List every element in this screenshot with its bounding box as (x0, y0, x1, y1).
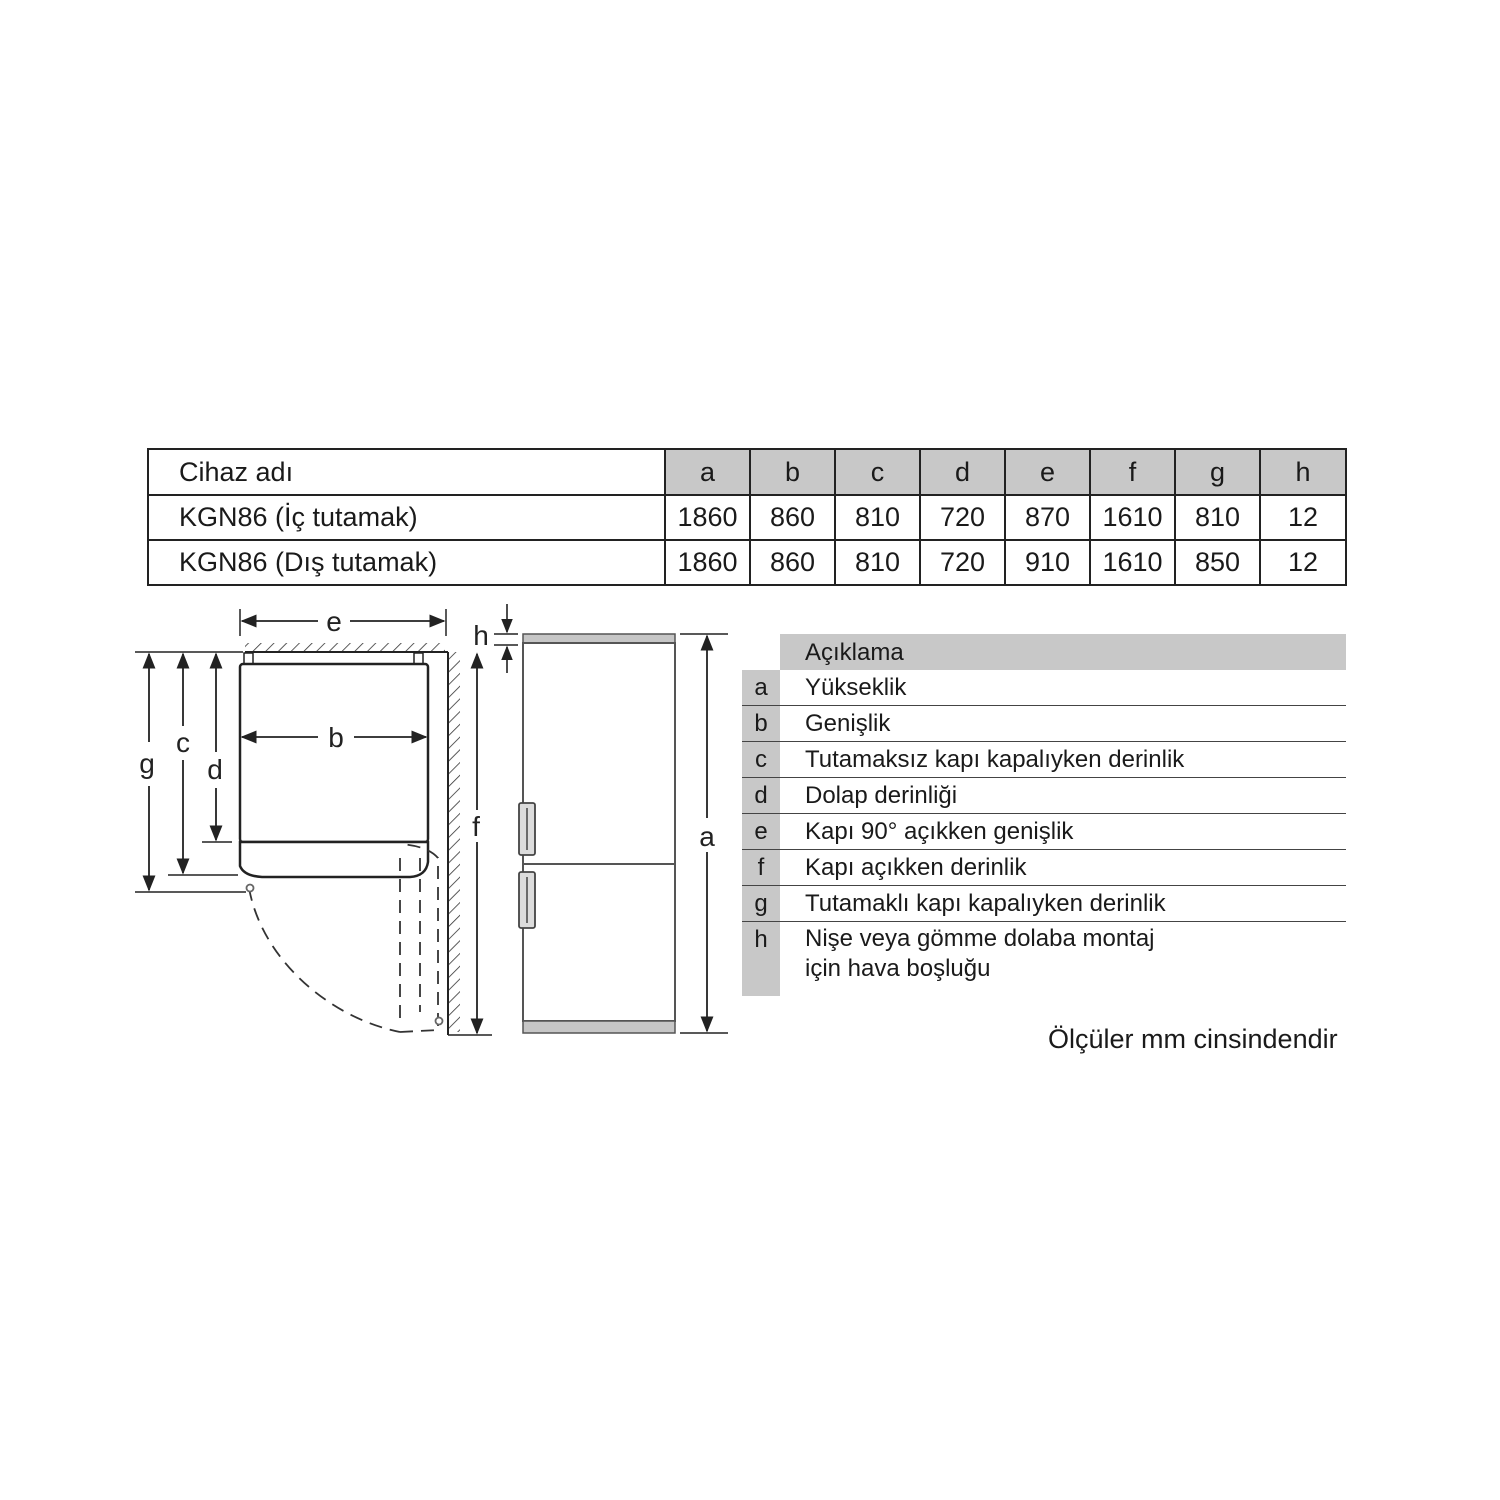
cell-a: 1860 (665, 495, 750, 540)
legend-key: h (742, 922, 780, 996)
cell-e: 910 (1005, 540, 1090, 585)
handle-lower (519, 872, 535, 928)
legend-key: a (742, 670, 780, 705)
cell-c: 810 (835, 495, 920, 540)
hinge-point-left (247, 885, 254, 892)
header-col-c: c (835, 449, 920, 495)
spacer-left (244, 653, 253, 664)
legend-key: e (742, 814, 780, 849)
cell-g: 810 (1175, 495, 1260, 540)
side-wall-hatch (448, 652, 460, 1032)
units-note: Ölçüler mm cinsindendir (1048, 1024, 1338, 1054)
legend-desc: Tutamaksız kapı kapalıyken derinlik (805, 746, 1185, 773)
legend-item-b (742, 706, 1346, 742)
cell-f: 1610 (1090, 540, 1175, 585)
legend-key: c (742, 742, 780, 777)
legend-item-e (742, 814, 1346, 850)
legend-key: g (742, 886, 780, 921)
header-col-a: a (665, 449, 750, 495)
dim-label-f: f (472, 811, 480, 842)
legend-desc: Genişlik (805, 710, 891, 737)
legend-key: f (742, 850, 780, 885)
dim-label-c: c (176, 727, 190, 758)
dim-label-g: g (139, 748, 155, 779)
door-swing-arc (249, 888, 400, 1032)
hinge-point-right (436, 1018, 443, 1025)
legend-item-h (742, 922, 1346, 996)
dim-label-b: b (328, 722, 344, 753)
cell-b: 860 (750, 540, 835, 585)
cell-h: 12 (1260, 495, 1346, 540)
cell-f: 1610 (1090, 495, 1175, 540)
row-device-name: KGN86 (İç tutamak) (148, 495, 665, 540)
header-device-name: Cihaz adı (148, 449, 665, 495)
legend-item-a (742, 670, 1346, 706)
spacer-right (414, 653, 423, 664)
dim-label-a: a (699, 821, 715, 852)
legend (742, 634, 1346, 996)
legend-header (742, 634, 1346, 670)
legend-key: b (742, 706, 780, 741)
fridge-body (523, 643, 675, 1021)
dim-label-e: e (326, 606, 342, 637)
cell-b: 860 (750, 495, 835, 540)
legend-desc (780, 922, 1346, 996)
header-col-h: h (1260, 449, 1346, 495)
legend-desc: Kapı 90° açıkken genişlik (805, 818, 1074, 845)
front-view (473, 604, 728, 1033)
header-col-e: e (1005, 449, 1090, 495)
legend-item-c (742, 742, 1346, 778)
back-wall-hatch (245, 643, 445, 652)
row-device-name: KGN86 (Dış tutamak) (148, 540, 665, 585)
header-col-d: d (920, 449, 1005, 495)
legend-desc: Tutamaklı kapı kapalıyken derinlik (805, 890, 1166, 917)
legend-key: d (742, 778, 780, 813)
legend-item-g (742, 886, 1346, 922)
header-col-g: g (1175, 449, 1260, 495)
handle-upper (519, 803, 535, 855)
dim-label-h: h (473, 620, 489, 651)
door-open-inner (400, 858, 420, 1018)
cabinet-body (240, 664, 428, 842)
cell-a: 1860 (665, 540, 750, 585)
cell-c: 810 (835, 540, 920, 585)
legend-desc: Yükseklik (805, 674, 907, 701)
cell-g: 850 (1175, 540, 1260, 585)
cell-d: 720 (920, 495, 1005, 540)
cell-e: 870 (1005, 495, 1090, 540)
legend-title: Açıklama (780, 634, 1346, 670)
cell-h: 12 (1260, 540, 1346, 585)
legend-desc-line-1: Nişe veya gömme dolaba montaj (805, 925, 1155, 952)
header-col-b: b (750, 449, 835, 495)
legend-header-blank (742, 634, 780, 670)
legend-desc: Dolap derinliği (805, 782, 958, 809)
base-plinth (523, 1021, 675, 1033)
dim-label-d: d (207, 754, 223, 785)
cell-d: 720 (920, 540, 1005, 585)
legend-item-f (742, 850, 1346, 886)
legend-desc-line-2: için hava boşluğu (805, 955, 991, 982)
header-col-f: f (1090, 449, 1175, 495)
top-cover (523, 634, 675, 643)
top-view (135, 606, 492, 1035)
legend-item-d (742, 778, 1346, 814)
legend-desc: Kapı açıkken derinlik (805, 854, 1027, 881)
